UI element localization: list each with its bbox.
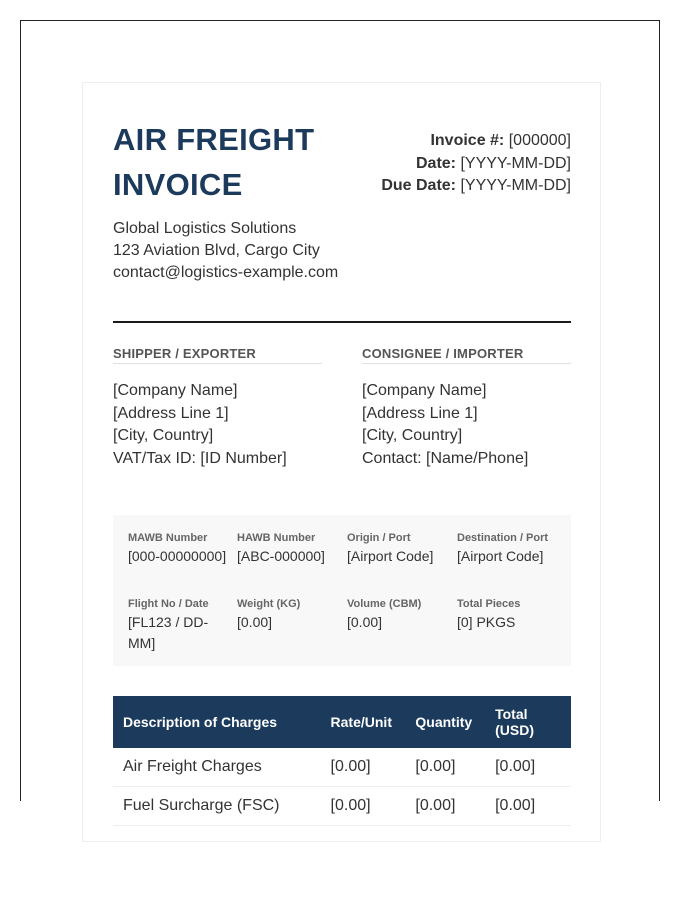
col-header-total: Total (USD) — [485, 696, 571, 748]
shipper-lines — [113, 380, 322, 470]
field-value: [0.00] — [347, 614, 383, 630]
consignee-line: Contact: [Name/Phone] — [362, 449, 529, 467]
consignee-line: [Company Name] — [362, 382, 487, 399]
field-value: [Airport Code] — [457, 548, 544, 564]
invoice-number-value: [000000] — [508, 132, 571, 149]
charge-rate: [0.00] — [321, 787, 406, 826]
invoice-number-row — [371, 130, 571, 153]
consignee-line: [City, Country] — [362, 427, 463, 444]
charge-description: Fuel Surcharge (FSC) — [113, 787, 321, 826]
invoice-title: AIR FREIGHT INVOICE — [113, 122, 315, 202]
field-value: [FL123 / DD-MM] — [128, 614, 209, 651]
field-label: Weight (KG) — [237, 598, 301, 610]
consignee-block — [362, 346, 571, 470]
shipment-field-destination — [457, 531, 561, 567]
charge-total: [0.00] — [485, 748, 571, 787]
due-date-label: Due Date: — [381, 177, 457, 194]
shipment-field-origin — [347, 531, 451, 567]
field-label: MAWB Number — [128, 532, 208, 544]
shipment-field-pieces — [457, 597, 561, 633]
charge-rate: [0.00] — [321, 748, 406, 787]
header-divider — [113, 321, 571, 323]
company-address: 123 Aviation Blvd, Cargo City — [113, 242, 320, 259]
document-viewport[interactable] — [20, 20, 660, 814]
col-header-description: Description of Charges — [113, 696, 321, 748]
due-date-value: [YYYY-MM-DD] — [460, 177, 571, 194]
shipment-field-hawb — [237, 531, 341, 567]
col-header-rate: Rate/Unit — [321, 696, 406, 748]
consignee-heading: CONSIGNEE / IMPORTER — [362, 346, 571, 364]
company-name: Global Logistics Solutions — [113, 220, 297, 237]
company-info — [113, 218, 338, 284]
shipment-field-mawb — [128, 531, 232, 567]
shipper-block — [113, 346, 322, 470]
field-label: Total Pieces — [457, 598, 521, 610]
charge-quantity: [0.00] — [405, 748, 485, 787]
charge-quantity: [0.00] — [405, 787, 485, 826]
field-label: HAWB Number — [237, 532, 316, 544]
shipment-field-volume — [347, 597, 451, 633]
consignee-lines — [362, 380, 571, 470]
company-email: contact@logistics-example.com — [113, 264, 339, 281]
field-value: [0.00] — [237, 614, 273, 630]
charges-table — [113, 696, 571, 826]
field-label: Flight No / Date — [128, 598, 209, 610]
table-row — [113, 787, 571, 826]
field-value: [Airport Code] — [347, 548, 434, 564]
field-value: [ABC-000000] — [237, 548, 325, 564]
invoice-meta — [371, 130, 571, 198]
field-label: Destination / Port — [457, 532, 549, 544]
shipper-line: [Address Line 1] — [113, 404, 229, 422]
invoice-header — [113, 117, 571, 321]
field-label: Volume (CBM) — [347, 598, 422, 610]
invoice-date-value: [YYYY-MM-DD] — [460, 154, 571, 172]
invoice-date-row — [371, 153, 571, 176]
shipper-line: [City, Country] — [113, 427, 214, 444]
shipment-field-flight — [128, 597, 232, 654]
consignee-line: [Address Line 1] — [362, 404, 478, 422]
field-value: [000-00000000] — [128, 548, 227, 564]
shipper-heading: SHIPPER / EXPORTER — [113, 346, 322, 364]
table-row — [113, 748, 571, 787]
charge-description: Air Freight Charges — [113, 748, 321, 787]
due-date-row — [371, 175, 571, 198]
shipper-line: [Company Name] — [113, 382, 238, 399]
charge-total: [0.00] — [485, 787, 571, 826]
col-header-quantity: Quantity — [405, 696, 485, 748]
invoice-number-label: Invoice #: — [430, 132, 505, 149]
invoice-page — [82, 82, 601, 842]
field-label: Origin / Port — [347, 532, 411, 544]
charges-header-row — [113, 696, 571, 748]
shipper-line: VAT/Tax ID: [ID Number] — [113, 449, 287, 467]
invoice-date-label: Date: — [416, 154, 457, 172]
field-value: [0] PKGS — [457, 614, 516, 630]
shipment-field-weight — [237, 597, 341, 633]
shipment-details — [113, 515, 571, 666]
invoice-content — [113, 117, 571, 814]
